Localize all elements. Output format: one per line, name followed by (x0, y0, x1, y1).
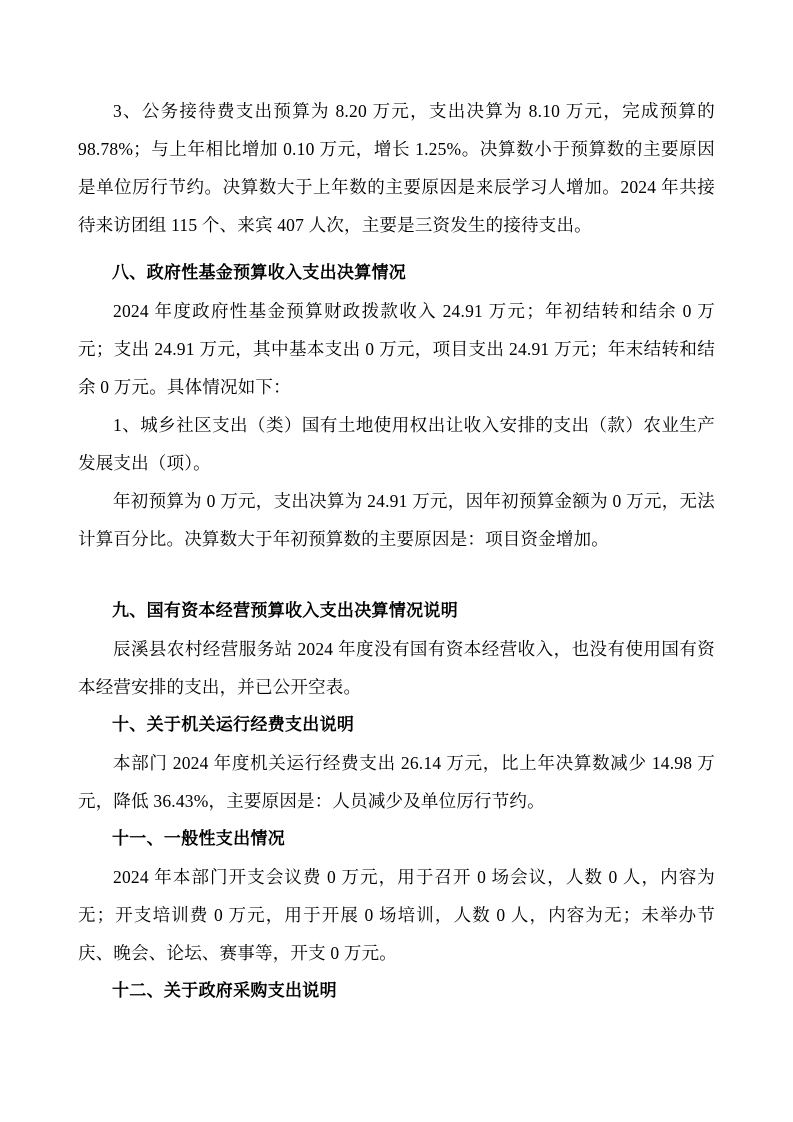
heading-section-twelve: 十二、关于政府采购支出说明 (112, 981, 337, 1000)
heading-section-eleven: 十一、一般性支出情况 (112, 829, 285, 848)
para-state-capital-operation: 辰溪县农村经营服务站 2024 年度没有国有资本经营收入，也没有使用国有资本经营安排的支出，并已公开空表。 (78, 639, 715, 697)
spacer (78, 244, 715, 254)
heading-section-nine: 九、国有资本经营预算收入支出决算情况说明 (112, 601, 458, 620)
para-agency-operating-expense: 本部门 2024 年度机关运行经费支出 26.14 万元，比上年决算数减少 14.98 万元，降低 36.43%，主要原因是：人员减少及单位厉行节约。 (78, 753, 715, 811)
para-gov-fund-overview: 2024 年度政府性基金预算财政拨款收入 24.91 万元；年初结转和结余 0 万元；支出 24.91 万元，其中基本支出 0 万元，项目支出 24.91 万元；年末结转和结余 0 万元。具体情况如下： (78, 301, 715, 397)
para-hospitality-expense: 3、公务接待费支出预算为 8.20 万元，支出决算为 8.10 万元，完成预算的 98.78%；与上年相比增加 0.10 万元，增长 1.25%。决算数小于预算数的主要原因是单位厉行节约。决算数大于上年数的主要原因是来辰学习人增加。2024 年共接待来访团组 115 个、来宾 407 人次，主要是三资发生的接待支出。 (78, 101, 715, 235)
heading-section-ten: 十、关于机关运行经费支出说明 (112, 715, 355, 734)
para-gov-fund-item-one: 1、城乡社区支出（类）国有土地使用权出让收入安排的支出（款）农业生产发展支出（项）。 (78, 415, 715, 473)
document-body (78, 92, 715, 1010)
para-general-expense: 2024 年本部门开支会议费 0 万元，用于召开 0 场会议，人数 0 人，内容为无；开支培训费 0 万元，用于开展 0 场培训，人数 0 人，内容为无；未举办节庆、晚会、论坛、赛事等，开支 0 万元。 (78, 867, 715, 963)
spacer (78, 558, 715, 592)
para-gov-fund-item-one-detail: 年初预算为 0 万元，支出决算为 24.91 万元，因年初预算金额为 0 万元，无法计算百分比。决算数大于年初预算数的主要原因是：项目资金增加。 (78, 491, 715, 549)
heading-section-eight: 八、政府性基金预算收入支出决算情况 (112, 263, 407, 282)
